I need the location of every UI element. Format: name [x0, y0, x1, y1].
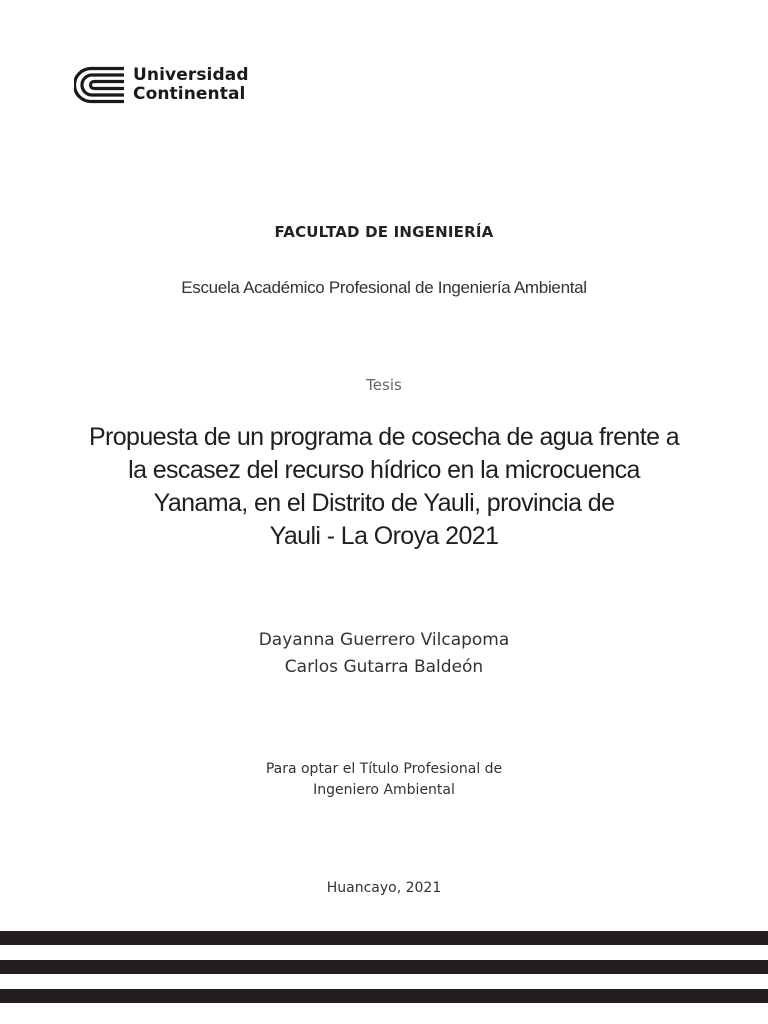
thesis-title — [0, 421, 768, 553]
school-name: Escuela Académico Profesional de Ingeniería Ambiental — [181, 278, 587, 297]
document-type: Tesis — [366, 376, 402, 394]
university-emblem-icon — [74, 66, 126, 104]
faculty-heading: FACULTAD DE INGENIERÍA — [274, 223, 494, 241]
author-name: Carlos Gutarra Baldeón — [284, 657, 484, 677]
title-line: la escasez del recurso hídrico en la microcuenca — [128, 456, 640, 484]
degree-statement — [0, 759, 768, 801]
author-name: Dayanna Guerrero Vilcapoma — [258, 630, 510, 650]
title-line: Yauli - La Oroya 2021 — [269, 522, 499, 550]
decorative-stripe — [0, 989, 768, 1003]
logo-line-1: Universidad — [133, 65, 249, 85]
title-line: Propuesta de un programa de cosecha de agua frente a — [88, 423, 680, 451]
decorative-stripe — [0, 960, 768, 974]
place-date: Huancayo, 2021 — [326, 880, 442, 896]
logo-line-2: Continental — [133, 84, 246, 104]
university-logo — [74, 66, 254, 106]
authors — [0, 627, 768, 681]
title-line: Yanama, en el Distrito de Yauli, provincia de — [153, 489, 615, 517]
degree-line: Para optar el Título Profesional de — [265, 761, 503, 777]
degree-line: Ingeniero Ambiental — [313, 782, 455, 798]
decorative-stripe — [0, 931, 768, 945]
